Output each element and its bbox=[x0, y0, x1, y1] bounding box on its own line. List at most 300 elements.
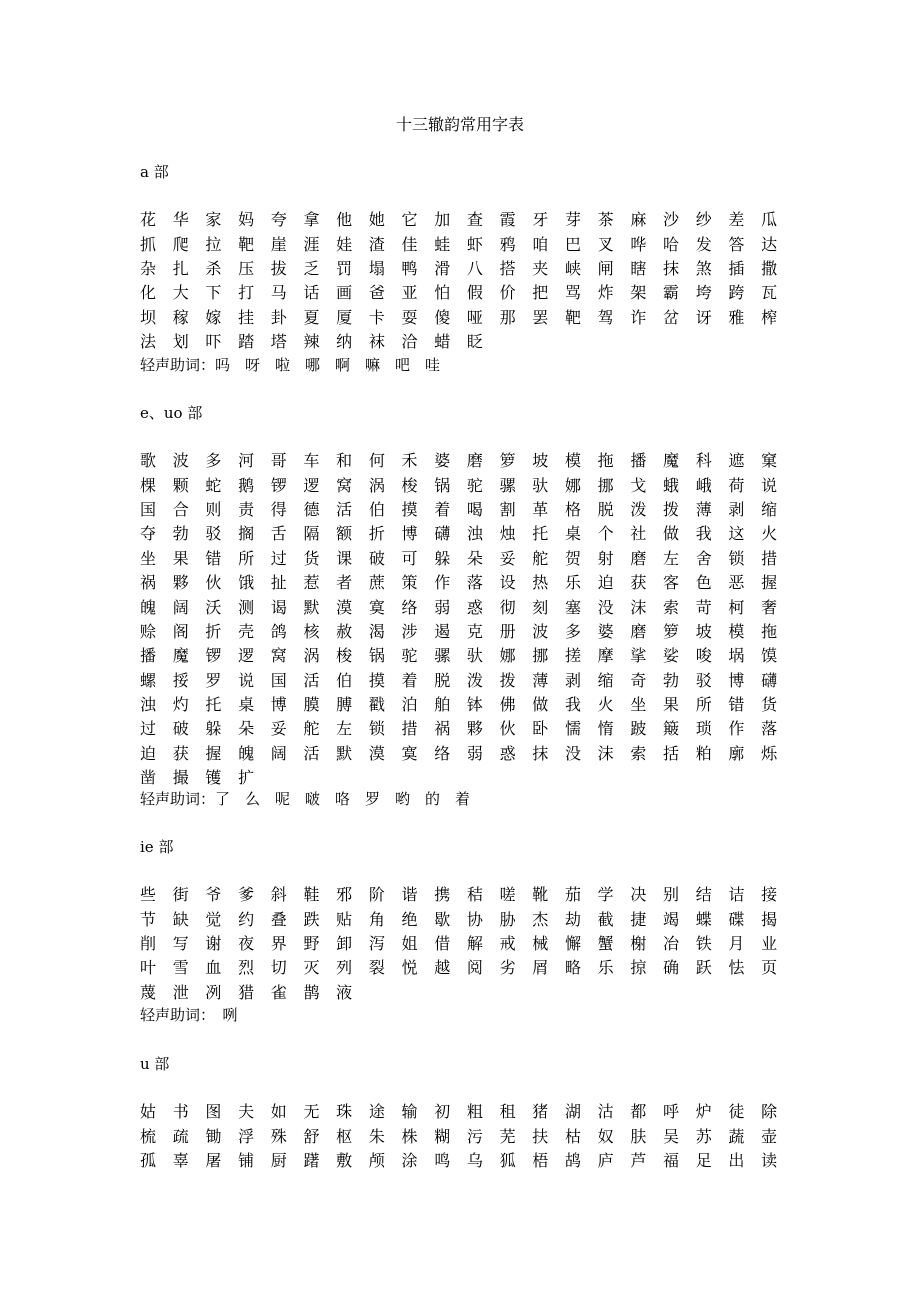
character: 沙 bbox=[663, 210, 680, 230]
particles-e-uo: 轻声助词：了 么 呢 啵 咯 罗 哟 的 着 bbox=[140, 790, 471, 808]
character: 脱 bbox=[597, 499, 614, 519]
character: 鹅 bbox=[238, 475, 255, 495]
particles-a: 轻声助词：吗 呀 啦 哪 啊 嘛 吧 哇 bbox=[140, 356, 441, 374]
character: 膜 bbox=[303, 695, 320, 715]
character: 殊 bbox=[270, 1126, 287, 1146]
character: 闸 bbox=[597, 258, 614, 278]
character: 播 bbox=[630, 451, 647, 471]
character: 跛 bbox=[630, 719, 647, 739]
character: 佳 bbox=[401, 234, 418, 254]
character: 奢 bbox=[761, 597, 778, 617]
character: 桌 bbox=[564, 524, 581, 544]
character: 默 bbox=[303, 597, 320, 617]
character: 错 bbox=[728, 695, 745, 715]
character: 泻 bbox=[368, 933, 385, 953]
character: 戳 bbox=[368, 695, 385, 715]
character: 谐 bbox=[401, 885, 418, 905]
character: 娃 bbox=[336, 234, 353, 254]
character: 阶 bbox=[368, 885, 385, 905]
character: 弱 bbox=[434, 597, 451, 617]
character: 册 bbox=[499, 621, 516, 641]
character: 眨 bbox=[466, 332, 483, 352]
char-row bbox=[140, 498, 794, 522]
character: 过 bbox=[270, 548, 287, 568]
character: 卡 bbox=[368, 307, 385, 327]
character: 磨 bbox=[466, 451, 483, 471]
char-row bbox=[140, 257, 794, 281]
character: 泼 bbox=[466, 670, 483, 690]
character: 沽 bbox=[597, 1102, 614, 1122]
character: 跨 bbox=[728, 283, 745, 303]
character: 输 bbox=[401, 1102, 418, 1122]
character: 徒 bbox=[728, 1102, 745, 1122]
character: 野 bbox=[303, 933, 320, 953]
character: 塞 bbox=[564, 597, 581, 617]
character: 芦 bbox=[630, 1150, 647, 1170]
character: 搭 bbox=[499, 258, 516, 278]
character: 没 bbox=[597, 597, 614, 617]
char-row bbox=[140, 522, 794, 546]
character: 揭 bbox=[761, 909, 778, 929]
character: 额 bbox=[336, 524, 353, 544]
character: 阔 bbox=[270, 743, 287, 763]
character: 蛾 bbox=[663, 475, 680, 495]
character: 截 bbox=[597, 909, 614, 929]
character: 乐 bbox=[597, 958, 614, 978]
character: 骡 bbox=[499, 475, 516, 495]
character: 扯 bbox=[270, 573, 287, 593]
character: 靶 bbox=[238, 234, 255, 254]
character: 把 bbox=[532, 283, 549, 303]
character: 姑 bbox=[140, 1102, 157, 1122]
character: 峨 bbox=[695, 475, 712, 495]
character: 锁 bbox=[368, 719, 385, 739]
character: 奇 bbox=[630, 670, 647, 690]
character: 厨 bbox=[270, 1150, 287, 1170]
character: 锅 bbox=[368, 646, 385, 666]
character: 活 bbox=[303, 670, 320, 690]
character: 街 bbox=[172, 885, 189, 905]
character: 礴 bbox=[434, 524, 451, 544]
character: 浊 bbox=[466, 524, 483, 544]
character: 崖 bbox=[270, 234, 287, 254]
character: 渣 bbox=[368, 234, 385, 254]
character: 爷 bbox=[205, 885, 222, 905]
character: 铺 bbox=[238, 1150, 255, 1170]
character: 抓 bbox=[140, 234, 157, 254]
character: 妈 bbox=[238, 210, 255, 230]
character: 做 bbox=[532, 695, 549, 715]
character: 夸 bbox=[270, 210, 287, 230]
character: 懈 bbox=[564, 933, 581, 953]
character: 赦 bbox=[336, 621, 353, 641]
character: 锣 bbox=[205, 646, 222, 666]
char-row bbox=[140, 956, 794, 980]
document-title: 十三辙韵常用字表 bbox=[395, 115, 524, 134]
character: 疏 bbox=[172, 1126, 189, 1146]
character: 诈 bbox=[630, 307, 647, 327]
character: 则 bbox=[205, 499, 222, 519]
character: 辣 bbox=[303, 332, 320, 352]
character: 猎 bbox=[238, 982, 255, 1002]
character: 烛 bbox=[499, 524, 516, 544]
character: 搓 bbox=[564, 646, 581, 666]
character: 梭 bbox=[336, 646, 353, 666]
character: 鸪 bbox=[564, 1150, 581, 1170]
character: 约 bbox=[238, 909, 255, 929]
character: 瓜 bbox=[761, 210, 778, 230]
character: 纳 bbox=[336, 332, 353, 352]
character: 芽 bbox=[564, 210, 581, 230]
character: 车 bbox=[303, 451, 320, 471]
character: 簸 bbox=[663, 719, 680, 739]
character: 策 bbox=[401, 573, 418, 593]
character: 默 bbox=[336, 743, 353, 763]
character: 屑 bbox=[532, 958, 549, 978]
character: 雅 bbox=[728, 307, 745, 327]
character: 博 bbox=[401, 524, 418, 544]
char-row bbox=[140, 571, 794, 595]
character: 炸 bbox=[597, 283, 614, 303]
character: 苛 bbox=[695, 597, 712, 617]
character: 沃 bbox=[205, 597, 222, 617]
character: 梧 bbox=[532, 1150, 549, 1170]
character: 骂 bbox=[564, 283, 581, 303]
particles-ie: 轻声助词： 咧 bbox=[140, 1006, 238, 1024]
character: 杰 bbox=[532, 909, 549, 929]
character: 秸 bbox=[466, 885, 483, 905]
character: 措 bbox=[401, 719, 418, 739]
character: 炉 bbox=[695, 1102, 712, 1122]
character: 拖 bbox=[761, 621, 778, 641]
character: 液 bbox=[336, 982, 353, 1002]
character: 哥 bbox=[270, 451, 287, 471]
character: 驾 bbox=[597, 307, 614, 327]
character: 获 bbox=[172, 743, 189, 763]
character: 扶 bbox=[532, 1126, 549, 1146]
character: 家 bbox=[205, 210, 222, 230]
character: 哈 bbox=[663, 234, 680, 254]
character: 作 bbox=[434, 573, 451, 593]
character: 摩 bbox=[597, 646, 614, 666]
character: 果 bbox=[172, 548, 189, 568]
character: 客 bbox=[663, 573, 680, 593]
character: 埚 bbox=[728, 646, 745, 666]
character: 朱 bbox=[368, 1126, 385, 1146]
char-grid-ie bbox=[140, 883, 794, 1005]
char-row bbox=[140, 281, 794, 305]
character: 魄 bbox=[140, 597, 157, 617]
character: 舶 bbox=[434, 695, 451, 715]
character: 株 bbox=[401, 1126, 418, 1146]
character: 测 bbox=[238, 597, 255, 617]
character: 挲 bbox=[630, 646, 647, 666]
char-row bbox=[140, 330, 794, 354]
character: 拨 bbox=[663, 499, 680, 519]
character: 摸 bbox=[368, 670, 385, 690]
character: 惑 bbox=[499, 743, 516, 763]
character: 拉 bbox=[205, 234, 222, 254]
char-row bbox=[140, 620, 794, 644]
character: 括 bbox=[663, 743, 680, 763]
character: 克 bbox=[466, 621, 483, 641]
character: 驮 bbox=[466, 646, 483, 666]
character: 廓 bbox=[728, 743, 745, 763]
character: 课 bbox=[336, 548, 353, 568]
char-row bbox=[140, 547, 794, 571]
character: 缩 bbox=[761, 499, 778, 519]
character: 波 bbox=[532, 621, 549, 641]
char-grid-u bbox=[140, 1100, 794, 1173]
character: 货 bbox=[303, 548, 320, 568]
character: 落 bbox=[761, 719, 778, 739]
character: 抹 bbox=[663, 258, 680, 278]
character: 着 bbox=[401, 670, 418, 690]
character: 别 bbox=[663, 885, 680, 905]
character: 话 bbox=[303, 283, 320, 303]
character: 插 bbox=[728, 258, 745, 278]
character: 娜 bbox=[564, 475, 581, 495]
character: 夥 bbox=[172, 573, 189, 593]
character: 躇 bbox=[303, 1150, 320, 1170]
character: 作 bbox=[728, 719, 745, 739]
character: 哑 bbox=[466, 307, 483, 327]
character: 握 bbox=[761, 573, 778, 593]
character: 苏 bbox=[695, 1126, 712, 1146]
character: 滑 bbox=[434, 258, 451, 278]
character: 惰 bbox=[597, 719, 614, 739]
character: 结 bbox=[695, 885, 712, 905]
char-row bbox=[140, 1149, 794, 1173]
character: 吓 bbox=[205, 332, 222, 352]
character: 榭 bbox=[630, 933, 647, 953]
character: 她 bbox=[368, 210, 385, 230]
character: 锣 bbox=[270, 475, 287, 495]
character: 虾 bbox=[466, 234, 483, 254]
char-row bbox=[140, 473, 794, 497]
character: 月 bbox=[728, 933, 745, 953]
character: 袜 bbox=[368, 332, 385, 352]
character: 哗 bbox=[630, 234, 647, 254]
character: 薄 bbox=[695, 499, 712, 519]
character: 孤 bbox=[140, 1150, 157, 1170]
character: 节 bbox=[140, 909, 157, 929]
character: 榨 bbox=[761, 307, 778, 327]
character: 我 bbox=[695, 524, 712, 544]
character: 多 bbox=[205, 451, 222, 471]
character: 涯 bbox=[303, 234, 320, 254]
character: 贴 bbox=[336, 909, 353, 929]
character: 说 bbox=[761, 475, 778, 495]
character: 乐 bbox=[564, 573, 581, 593]
character: 色 bbox=[695, 573, 712, 593]
character: 纱 bbox=[695, 210, 712, 230]
character: 蛇 bbox=[205, 475, 222, 495]
character: 壶 bbox=[761, 1126, 778, 1146]
character: 角 bbox=[368, 909, 385, 929]
character: 钵 bbox=[466, 695, 483, 715]
character: 乏 bbox=[303, 258, 320, 278]
character: 决 bbox=[630, 885, 647, 905]
character: 核 bbox=[303, 621, 320, 641]
character: 热 bbox=[532, 573, 549, 593]
character: 列 bbox=[336, 958, 353, 978]
character: 漠 bbox=[336, 597, 353, 617]
character: 罢 bbox=[532, 307, 549, 327]
character: 舌 bbox=[270, 524, 287, 544]
character: 下 bbox=[205, 283, 222, 303]
character: 枢 bbox=[336, 1126, 353, 1146]
character: 薄 bbox=[532, 670, 549, 690]
character: 绝 bbox=[401, 909, 418, 929]
character: 破 bbox=[368, 548, 385, 568]
character: 祸 bbox=[140, 573, 157, 593]
character: 泊 bbox=[401, 695, 418, 715]
character: 傻 bbox=[434, 307, 451, 327]
character: 遏 bbox=[434, 621, 451, 641]
character: 饿 bbox=[238, 573, 255, 593]
character: 奴 bbox=[597, 1126, 614, 1146]
character: 托 bbox=[205, 695, 222, 715]
character: 灼 bbox=[172, 695, 189, 715]
character: 沫 bbox=[630, 597, 647, 617]
character: 如 bbox=[270, 1102, 287, 1122]
character: 浮 bbox=[238, 1126, 255, 1146]
character: 挂 bbox=[238, 307, 255, 327]
character: 模 bbox=[564, 451, 581, 471]
character: 卦 bbox=[270, 307, 287, 327]
character: 破 bbox=[172, 719, 189, 739]
character: 魔 bbox=[663, 451, 680, 471]
character: 岔 bbox=[663, 307, 680, 327]
character: 蔗 bbox=[368, 573, 385, 593]
character: 吴 bbox=[663, 1126, 680, 1146]
character: 络 bbox=[434, 743, 451, 763]
character: 舍 bbox=[695, 548, 712, 568]
character: 柯 bbox=[728, 597, 745, 617]
character: 猪 bbox=[532, 1102, 549, 1122]
char-row bbox=[140, 932, 794, 956]
character: 泼 bbox=[630, 499, 647, 519]
character: 铁 bbox=[695, 933, 712, 953]
character: 雀 bbox=[270, 982, 287, 1002]
character: 血 bbox=[205, 958, 222, 978]
character: 劫 bbox=[564, 909, 581, 929]
character: 膊 bbox=[336, 695, 353, 715]
character: 左 bbox=[663, 548, 680, 568]
character: 佛 bbox=[499, 695, 516, 715]
character: 些 bbox=[140, 885, 157, 905]
character: 得 bbox=[270, 499, 287, 519]
character: 彻 bbox=[499, 597, 516, 617]
character: 伯 bbox=[368, 499, 385, 519]
character: 伯 bbox=[336, 670, 353, 690]
character: 坐 bbox=[140, 548, 157, 568]
character: 伙 bbox=[205, 573, 222, 593]
character: 箩 bbox=[663, 621, 680, 641]
character: 邪 bbox=[336, 885, 353, 905]
char-row bbox=[140, 306, 794, 330]
character: 略 bbox=[564, 958, 581, 978]
character: 浊 bbox=[140, 695, 157, 715]
character: 弱 bbox=[466, 743, 483, 763]
character: 污 bbox=[466, 1126, 483, 1146]
character: 嫁 bbox=[205, 307, 222, 327]
character: 阁 bbox=[172, 621, 189, 641]
character: 夹 bbox=[532, 258, 549, 278]
character: 划 bbox=[172, 332, 189, 352]
character: 凿 bbox=[140, 768, 157, 788]
character: 八 bbox=[466, 258, 483, 278]
section-heading-u: u 部 bbox=[140, 1055, 170, 1073]
character: 缺 bbox=[172, 909, 189, 929]
character: 答 bbox=[728, 234, 745, 254]
character: 肤 bbox=[630, 1126, 647, 1146]
character: 错 bbox=[205, 548, 222, 568]
character: 拨 bbox=[499, 670, 516, 690]
character: 庐 bbox=[597, 1150, 614, 1170]
character: 爸 bbox=[368, 283, 385, 303]
character: 责 bbox=[238, 499, 255, 519]
char-row bbox=[140, 907, 794, 931]
character: 切 bbox=[270, 958, 287, 978]
character: 礴 bbox=[761, 670, 778, 690]
character: 窝 bbox=[270, 646, 287, 666]
character: 朵 bbox=[238, 719, 255, 739]
character: 德 bbox=[303, 499, 320, 519]
char-row bbox=[140, 232, 794, 256]
character: 呼 bbox=[663, 1102, 680, 1122]
character: 我 bbox=[564, 695, 581, 715]
character: 霞 bbox=[499, 210, 516, 230]
character: 躲 bbox=[205, 719, 222, 739]
character: 可 bbox=[401, 548, 418, 568]
section-heading-ie: ie 部 bbox=[140, 838, 174, 856]
character: 差 bbox=[728, 210, 745, 230]
character: 刻 bbox=[532, 597, 549, 617]
character: 解 bbox=[466, 933, 483, 953]
character: 索 bbox=[663, 597, 680, 617]
character: 左 bbox=[336, 719, 353, 739]
character: 货 bbox=[761, 695, 778, 715]
character: 杂 bbox=[140, 258, 157, 278]
character: 模 bbox=[728, 621, 745, 641]
character: 谢 bbox=[205, 933, 222, 953]
character: 怕 bbox=[434, 283, 451, 303]
character: 过 bbox=[140, 719, 157, 739]
character: 活 bbox=[336, 499, 353, 519]
character: 踏 bbox=[238, 332, 255, 352]
char-row bbox=[140, 717, 794, 741]
character: 化 bbox=[140, 283, 157, 303]
character: 麻 bbox=[630, 210, 647, 230]
character: 加 bbox=[434, 210, 451, 230]
character: 蜡 bbox=[434, 332, 451, 352]
section-heading-a: a 部 bbox=[140, 163, 169, 181]
character: 懦 bbox=[564, 719, 581, 739]
character: 粗 bbox=[466, 1102, 483, 1122]
character: 瓦 bbox=[761, 283, 778, 303]
character: 茄 bbox=[564, 885, 581, 905]
character: 播 bbox=[140, 646, 157, 666]
character: 娜 bbox=[499, 646, 516, 666]
character: 达 bbox=[761, 234, 778, 254]
character: 确 bbox=[663, 958, 680, 978]
character: 社 bbox=[630, 524, 647, 544]
character: 牙 bbox=[532, 210, 549, 230]
char-row bbox=[140, 766, 794, 790]
character: 国 bbox=[270, 670, 287, 690]
